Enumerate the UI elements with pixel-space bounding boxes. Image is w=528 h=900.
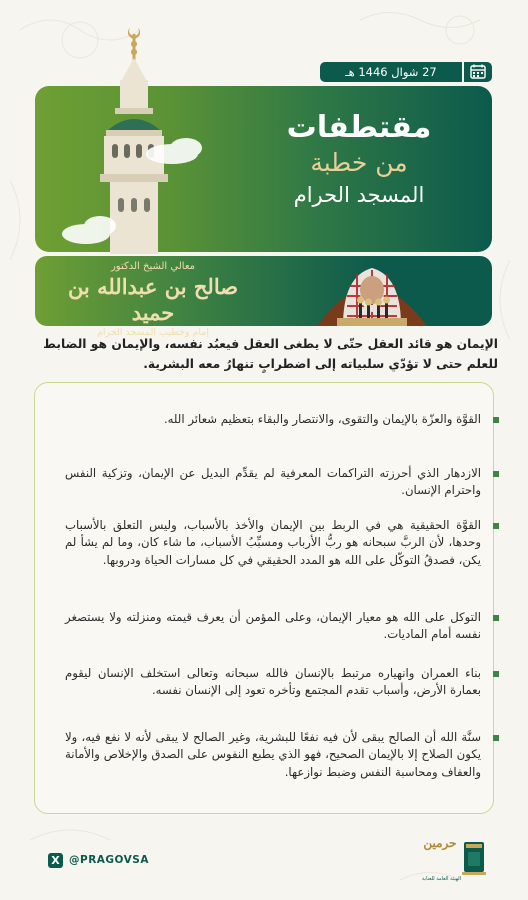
point-text: الازدهار الذي أحرزته التراكمات المعرفية لم يقدِّم البديل عن الإيمان، وتزكية النفس واحترام الإنسان. [65, 466, 481, 498]
point-text: سنَّة الله أن الصالح يبقى لأن فيه نفعًا للبشرية، وغير الصالح لا يبقى لأنه لا نفع فيه، ولا يكون الصلاح إلا بالإيمان الصحيح، فهو الذي يطبع النفوس على الصدق والإخلاص والأمانة والعفاف ومحاسبة النفس وضبط نوازعها. [65, 730, 481, 779]
bullet-icon [493, 735, 499, 741]
list-item [65, 517, 481, 569]
logo-wordmark: حرمين [423, 836, 457, 850]
list-item [65, 609, 481, 644]
imam-role: إمام وخطيب المسجد الحرام [96, 327, 210, 338]
intro-paragraph: الإيمان هو قائد العقل حتّى لا يطغى العقل فيعبُد نفسه، والإيمان هو الضابط للعلم حتى لا تؤدّي سلبياته إلى اضطرابٍ تنهارُ معه البشرية. [43, 337, 498, 371]
bullet-icon [493, 417, 499, 423]
point-text: القوَّة الحقيقية هي في الربط بين الإيمان والأخذ بالأسباب، وليس التعلق بالأسباب وحدها، لأن الربَّ سبحانه هو ربُّ الأرباب ومسبِّبُ الأسباب، ما شاء كان، وما لم يشأ لم يكن، فصدقُ التوكّل على الله هو المدد الحقيقي في كل مسارات الحياة ودروبها. [65, 518, 481, 567]
handle-text: @PRAGOVSA [69, 854, 149, 866]
calendar-icon [464, 62, 492, 82]
hijri-date: 27 شوال 1446 هـ [320, 62, 462, 82]
social-handle[interactable] [48, 851, 149, 869]
imam-banner [35, 256, 492, 338]
list-item [65, 665, 481, 700]
bullet-icon [493, 471, 499, 477]
bullet-icon [493, 615, 499, 621]
list-item [65, 729, 481, 781]
point-text: بناء العمران وانهياره مرتبط بالإنسان فالله سبحانه وتعالى استخلف الإنسان ليقوم بعمارة الأرض، وأسباب تقدم المجتمع وتأخره تعود إلى الإنسان نفسه. [65, 666, 481, 698]
hero-title-line2: من خطبة [310, 148, 408, 177]
svg-text:الهيئة العامة للعناية: الهيئة العامة للعناية [422, 876, 461, 882]
points-card [34, 382, 494, 814]
imam-portrait [297, 256, 447, 326]
list-item [65, 411, 481, 428]
imam-name: صالح بن عبدالله بن حميد [67, 274, 239, 325]
point-text: القوَّة والعزّة بالإيمان والتقوى، والانتصار والبقاء بتعظيم شعائر الله. [163, 412, 481, 426]
bullet-icon [493, 671, 499, 677]
x-logo-icon: X [48, 853, 63, 868]
bullet-icon [493, 523, 499, 529]
hero-title-line1: مقتطفات [286, 110, 432, 145]
hero-title-line3: المسجد الحرام [293, 183, 425, 207]
date-bar [320, 62, 492, 82]
minaret-overlay [60, 22, 220, 254]
imam-honorific: معالي الشيخ الدكتور [110, 261, 196, 272]
hero-title [254, 110, 464, 210]
point-text: التوكل على الله هو معيار الإيمان، وعلى المؤمن أن يعرف قيمته ومنزلته ولا يستصغر نفسه أمام الماديات. [65, 610, 481, 642]
imam-info [63, 260, 243, 340]
list-item [65, 465, 481, 500]
